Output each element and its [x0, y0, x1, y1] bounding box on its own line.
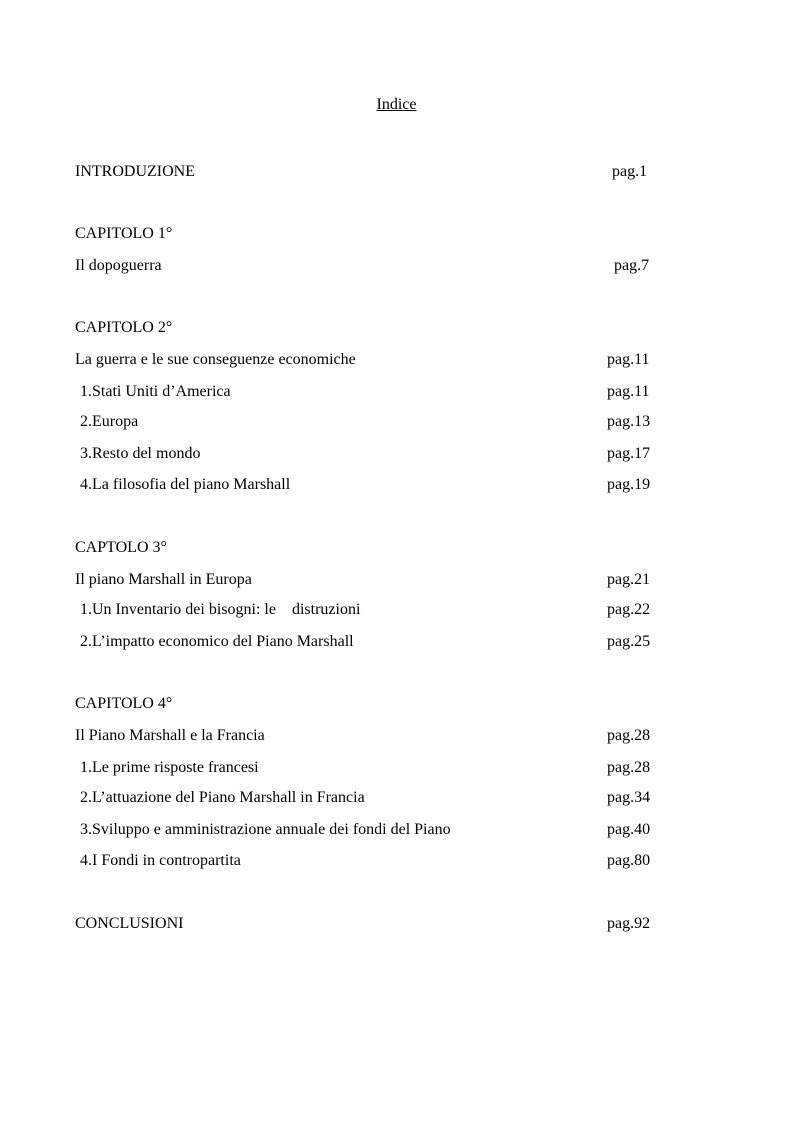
toc-label: 1.Le prime risposte francesi: [80, 759, 259, 776]
chapter-heading-4: [75, 694, 675, 714]
toc-page-number: pag.17: [607, 445, 651, 462]
toc-label: CONCLUSIONI: [75, 915, 184, 932]
toc-entry-section: [75, 412, 675, 432]
toc-page-number: pag.21: [607, 571, 651, 588]
toc-entry-section: [75, 851, 675, 871]
toc-entry-section: [75, 758, 675, 778]
page-title: Indice: [376, 96, 417, 113]
toc-page-number: pag.1: [612, 163, 648, 180]
toc-label: Il dopoguerra: [75, 257, 162, 274]
toc-page-number: pag.25: [607, 633, 651, 650]
toc-page-number: pag.28: [607, 727, 651, 744]
chapter-heading-label: CAPITOLO 2°: [75, 319, 173, 336]
toc-entry-section: [75, 382, 675, 402]
toc-entry-section: [75, 475, 675, 495]
toc-page-number: pag.11: [607, 351, 650, 368]
toc-label: 2.L’attuazione del Piano Marshall in Francia: [80, 789, 365, 806]
chapter-heading-3: [75, 538, 675, 558]
toc-entry-cap4-title: [75, 726, 675, 746]
toc-page-number: pag.13: [607, 413, 651, 430]
toc-entry-section: [75, 444, 675, 464]
toc-page-number: pag.40: [607, 821, 651, 838]
toc-entry-cap2-title: [75, 350, 675, 370]
toc-entry-section: [75, 632, 675, 652]
toc-page-number: pag.34: [607, 789, 651, 806]
toc-label: Il piano Marshall in Europa: [75, 571, 252, 588]
toc-page-number: pag.22: [607, 601, 651, 618]
toc-page-number: pag.11: [607, 383, 650, 400]
toc-entry-section: [75, 788, 675, 808]
chapter-heading-label: CAPITOLO 4°: [75, 695, 173, 712]
toc-entry-section: [75, 820, 675, 840]
toc-entry-conclusioni: [75, 914, 675, 934]
toc-label: INTRODUZIONE: [75, 163, 195, 180]
toc-label: 4.La filosofia del piano Marshall: [80, 476, 291, 493]
toc-label: La guerra e le sue conseguenze economiche: [75, 351, 356, 368]
toc-page-number: pag.19: [607, 476, 651, 493]
toc-label: 4.I Fondi in contropartita: [80, 852, 241, 869]
toc-entry-introduzione: [75, 162, 675, 182]
toc-page-number: pag.28: [607, 759, 651, 776]
toc-page-number: pag.92: [607, 915, 651, 932]
toc-entry-cap3-title: [75, 570, 675, 590]
toc-label: 2.L’impatto economico del Piano Marshall: [80, 633, 354, 650]
chapter-heading-1: [75, 224, 675, 244]
toc-label: 3.Sviluppo e amministrazione annuale dei fondi del Piano: [80, 821, 451, 838]
toc-label: 1.Stati Uniti d’America: [80, 383, 231, 400]
toc-label: 2.Europa: [80, 413, 139, 430]
toc-page-number: pag.80: [607, 852, 651, 869]
chapter-heading-2: [75, 318, 675, 338]
toc-label: 1.Un Inventario dei bisogni: le distruzioni: [80, 601, 361, 618]
toc-entry-section: [75, 600, 675, 620]
toc-page-number: pag.7: [614, 257, 650, 274]
toc-entry-cap1-title: [75, 256, 675, 276]
toc-label: 3.Resto del mondo: [80, 445, 201, 462]
chapter-heading-label: CAPITOLO 1°: [75, 225, 173, 242]
chapter-heading-label: CAPTOLO 3°: [75, 539, 167, 556]
toc-label: Il Piano Marshall e la Francia: [75, 727, 265, 744]
